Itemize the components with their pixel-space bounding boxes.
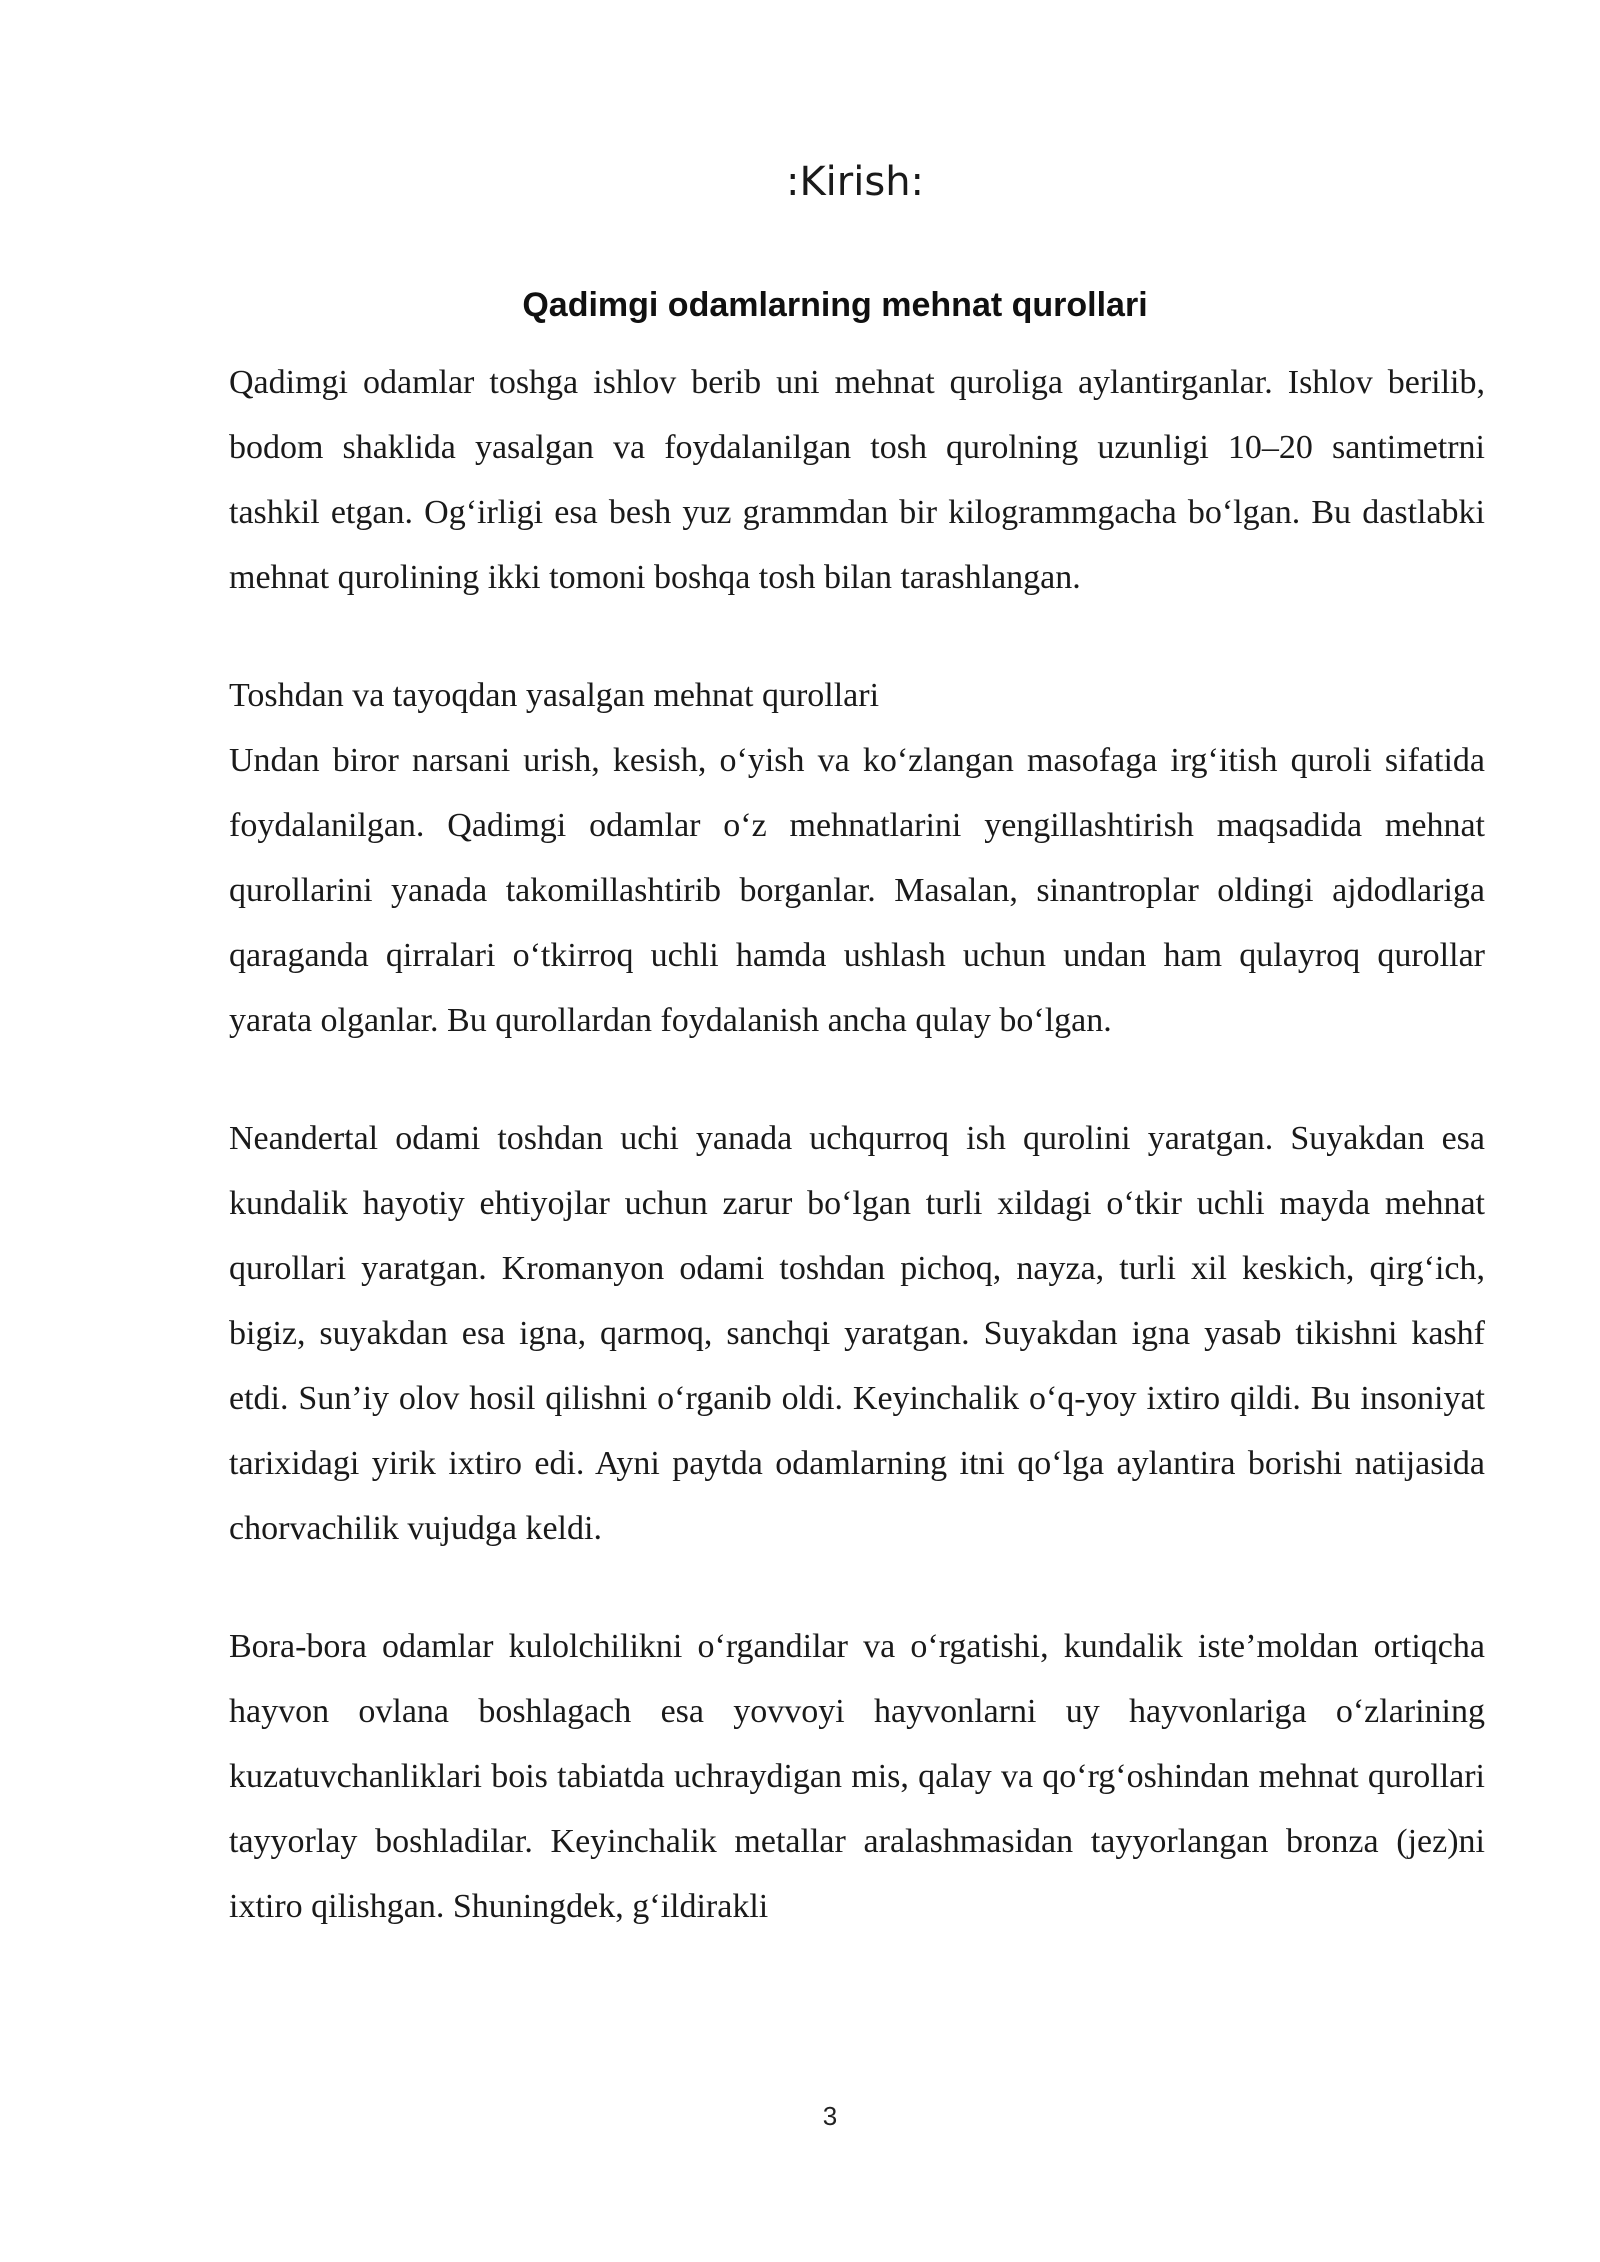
paragraph-spacer: [229, 1053, 1485, 1106]
paragraph-spacer: [229, 1561, 1485, 1614]
paragraph-stone-tools: Qadimgi odamlar toshga ishlov berib uni mehnat quroliga aylantirganlar. Ishlov berilib, bodom shaklida yasalgan va foydalanilgan tosh qurolning uzunligi 10–20 santimetrni tashkil etgan. Og‘irligi esa besh yuz grammdan bir kilogrammgacha bo‘lgan. Bu dastlabki mehnat qurolining ikki tomoni boshqa tosh bilan tarashlangan.: [229, 364, 1485, 596]
page-number: 3: [822, 2101, 838, 2131]
paragraph-spacer: [229, 610, 1485, 663]
document-body: [229, 350, 1485, 1939]
paragraph-tool-usage: Undan biror narsani urish, kesish, o‘yish va ko‘zlangan masofaga irg‘itish quroli sifatida foydalanilgan. Qadimgi odamlar o‘z mehnatlarini yengillashtirish maqsadida mehnat qurollarini yanada takomillashtirib borganlar. Masalan, sinantroplar oldingi ajdodlariga qaraganda qirralari o‘tkirroq uchli hamda ushlash uchun undan ham qulayroq qurollar yarata olganlar. Bu qurollardan foydalanish ancha qulay bo‘lgan.: [229, 742, 1485, 1039]
subheading-stone-and-stick-tools: Toshdan va tayoqdan yasalgan mehnat qurollari: [229, 677, 880, 714]
chapter-title: :Kirish:: [785, 159, 925, 205]
paragraph-neanderthal: Neandertal odami toshdan uchi yanada uchqurroq ish qurolini yaratgan. Suyakdan esa kundalik hayotiy ehtiyojlar uchun zarur bo‘lgan turli xildagi o‘tkir uchli mayda mehnat qurollari yaratgan. Kromanyon odami toshdan pichoq, nayza, turli xil keskich, qirg‘ich, bigiz, suyakdan esa igna, qarmoq, sanchqi yaratgan. Suyakdan igna yasab tikishni kashf etdi. Sun’iy olov hosil qilishni o‘rganib oldi. Keyinchalik o‘q-yoy ixtiro qildi. Bu insoniyat tarixidagi yirik ixtiro edi. Ayni paytda odamlarning itni qo‘lga aylantira borishi natijasida chorvachilik vujudga keldi.: [229, 1120, 1485, 1547]
paragraph-pottery-metals: Bora-bora odamlar kulolchilikni o‘rgandilar va o‘rgatishi, kundalik iste’moldan ortiqcha hayvon ovlana boshlagach esa yovvoyi hayvonlarni uy hayvonlariga o‘zlarining kuzatuvchanliklari bois tabiatda uchraydigan mis, qalay va qo‘rg‘oshindan mehnat qurollari tayyorlay boshladilar. Keyinchalik metallar aralashmasidan tayyorlangan bronza (jez)ni ixtiro qilishgan. Shuningdek, g‘ildirakli: [229, 1628, 1485, 1925]
section-title: Qadimgi odamlarning mehnat qurollari: [522, 286, 1148, 324]
